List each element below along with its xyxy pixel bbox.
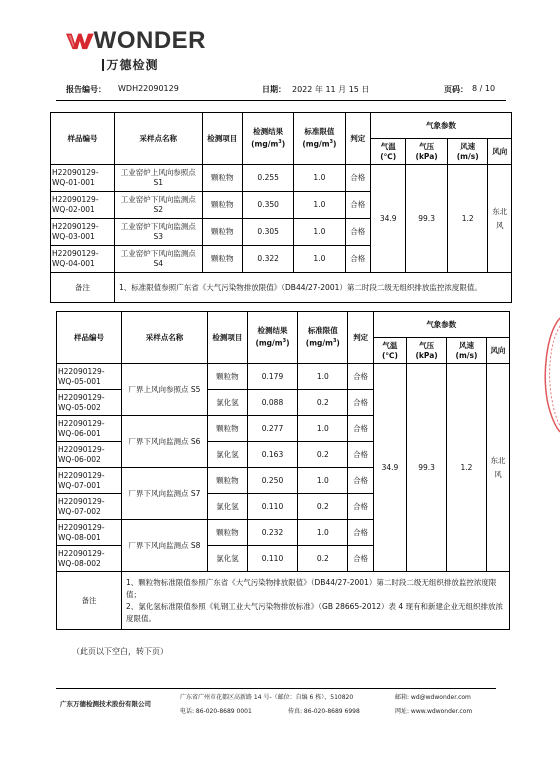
- point-name: 工业窑炉下风向监测点 S3: [115, 219, 203, 246]
- point-name: 厂界上风向参照点 S5: [122, 364, 208, 416]
- limit: 0.2: [298, 494, 348, 520]
- col-item: 检测项目: [207, 312, 247, 364]
- point-name: 工业窑炉下风向监测点 S2: [115, 192, 203, 219]
- col-point-name: 采样点名称: [115, 113, 203, 165]
- limit: 1.0: [298, 364, 348, 390]
- result: 0.350: [243, 192, 294, 219]
- note-label: 备注: [57, 572, 122, 630]
- col-sample-id: 样品编号: [51, 113, 115, 165]
- result: 0.232: [247, 520, 297, 546]
- col-limit: 标准限值 $(mg/m^3)$: [294, 113, 345, 165]
- footer-phone: 电话: 86-020-8689 0001: [180, 708, 252, 715]
- report-date-label: 日期：: [262, 85, 286, 94]
- col-winddir: 风向: [486, 338, 509, 364]
- item: 颗粒物: [207, 468, 247, 494]
- item: 颗粒物: [202, 246, 243, 273]
- footer-company: 广东万德检测技术股份有限公司: [60, 700, 151, 708]
- judge: 合格: [348, 390, 373, 416]
- col-winddir: 风向: [488, 139, 512, 165]
- item: 氯化氢: [207, 390, 247, 416]
- winddir-value: 东北风: [486, 364, 509, 572]
- col-sample-id: 样品编号: [57, 312, 122, 364]
- judge: 合格: [348, 520, 373, 546]
- judge: 合格: [348, 546, 373, 572]
- result: 0.255: [243, 165, 294, 192]
- logo-wordmark: WONDER: [93, 27, 206, 54]
- col-judge: 判定: [348, 312, 373, 364]
- sample-id: H22090129-WQ-08-002: [57, 546, 122, 572]
- footer-website: 网址: www.wdwonder.com: [395, 708, 473, 715]
- judge: 合格: [345, 192, 371, 219]
- judge: 合格: [348, 364, 373, 390]
- limit: 1.0: [298, 468, 348, 494]
- page-closing-note: （此页以下空白，转下页）: [72, 647, 168, 656]
- point-name: 厂界下风向监测点 S6: [122, 416, 208, 468]
- result: 0.277: [247, 416, 297, 442]
- item: 氯化氢: [207, 442, 247, 468]
- result: 0.305: [243, 219, 294, 246]
- judge: 合格: [345, 219, 371, 246]
- col-result: 检测结果 $(mg/m^3)$: [243, 113, 294, 165]
- judge: 合格: [348, 468, 373, 494]
- judge: 合格: [348, 416, 373, 442]
- footer-fax: 传真: 86-020-8689 6998: [288, 708, 360, 715]
- temp-value: 34.9: [373, 364, 407, 572]
- note-label: 备注: [51, 273, 115, 303]
- result: 0.322: [243, 246, 294, 273]
- logo-chinese-name: 万德检测: [102, 56, 206, 73]
- col-result: 检测结果 $(mg/m^3)$: [247, 312, 297, 364]
- note-line-2: 2、氯化氢标准限值参照《轧钢工业大气污染物排放标准》（GB 28665-2012）表 4 现有和新建企业无组织排放浓度限值。: [126, 601, 504, 623]
- result: 0.163: [247, 442, 297, 468]
- table-row: [51, 165, 512, 192]
- seal-stamp-icon: [544, 316, 560, 434]
- limit: 1.0: [294, 219, 345, 246]
- sample-id: H22090129-WQ-07-001: [57, 468, 122, 494]
- sample-id: H22090129-WQ-06-002: [57, 442, 122, 468]
- sample-id: H22090129-WQ-03-001: [51, 219, 115, 246]
- temp-value: 34.9: [371, 165, 406, 273]
- col-weather: 气象参数: [373, 312, 509, 338]
- report-date-value: 2022 年 11 月 15 日: [292, 85, 370, 94]
- judge: 合格: [348, 442, 373, 468]
- page-number-label: 页码：: [444, 85, 468, 94]
- col-pressure: 气压 (kPa): [406, 139, 448, 165]
- company-logo: [66, 28, 206, 73]
- sample-id: H22090129-WQ-01-001: [51, 165, 115, 192]
- result: 0.088: [247, 390, 297, 416]
- item: 颗粒物: [207, 364, 247, 390]
- footer-address: 广东省广州市花都区高新路 14 号-（邮位：自编 6 栋），510820: [180, 694, 354, 701]
- sample-id: H22090129-WQ-05-001: [57, 364, 122, 390]
- col-item: 检测项目: [202, 113, 243, 165]
- sample-id: H22090129-WQ-04-001: [51, 246, 115, 273]
- note-row: [57, 572, 510, 630]
- col-pressure: 气压 (kPa): [407, 338, 447, 364]
- item: 颗粒物: [202, 192, 243, 219]
- point-name: 工业窑炉下风向监测点 S4: [115, 246, 203, 273]
- note-row: [51, 273, 512, 303]
- report-number-label: 报告编号：: [66, 85, 106, 94]
- result: 0.110: [247, 546, 297, 572]
- result: 0.110: [247, 494, 297, 520]
- point-name: 厂界下风向监测点 S7: [122, 468, 208, 520]
- limit: 1.0: [294, 246, 345, 273]
- limit: 1.0: [294, 192, 345, 219]
- limit: 1.0: [294, 165, 345, 192]
- judge: 合格: [345, 246, 371, 273]
- results-table-1: [50, 112, 512, 303]
- limit: 1.0: [298, 416, 348, 442]
- pressure-value: 99.3: [406, 165, 448, 273]
- item: 氯化氢: [207, 546, 247, 572]
- judge: 合格: [348, 494, 373, 520]
- col-temp: 气温 (℃): [371, 139, 406, 165]
- result: 0.179: [247, 364, 297, 390]
- sample-id: H22090129-WQ-05-002: [57, 390, 122, 416]
- wonder-w-mark-icon: [66, 30, 94, 52]
- sample-id: H22090129-WQ-02-001: [51, 192, 115, 219]
- result: 0.250: [247, 468, 297, 494]
- table-row: [57, 364, 510, 390]
- windspeed-value: 1.2: [447, 165, 488, 273]
- note-text: [122, 572, 510, 630]
- windspeed-value: 1.2: [447, 364, 487, 572]
- point-name: 工业窑炉上风向参照点 S1: [115, 165, 203, 192]
- col-windspeed: 风速 (m/s): [447, 139, 488, 165]
- page-number-value: 8 / 10: [472, 84, 496, 93]
- item: 颗粒物: [207, 520, 247, 546]
- sample-id: H22090129-WQ-06-001: [57, 416, 122, 442]
- col-windspeed: 风速 (m/s): [447, 338, 487, 364]
- header-divider: [56, 100, 506, 101]
- report-number-value: WDH22090129: [118, 84, 179, 93]
- note-text: 1、标准限值参照广东省《大气污染物排放限值》（DB44/27-2001）第二时段二级无组织排放监控浓度限值。: [115, 273, 512, 303]
- col-judge: 判定: [345, 113, 371, 165]
- col-temp: 气温 (℃): [373, 338, 407, 364]
- limit: 0.2: [298, 390, 348, 416]
- point-name: 厂界下风向监测点 S8: [122, 520, 208, 572]
- judge: 合格: [345, 165, 371, 192]
- col-weather: 气象参数: [371, 113, 512, 139]
- note-line-1: 1、颗粒物标准限值参照广东省《大气污染物排放限值》（DB44/27-2001）第二时段二级无组织排放监控浓度限值；: [126, 577, 497, 599]
- sample-id: H22090129-WQ-08-001: [57, 520, 122, 546]
- col-point-name: 采样点名称: [122, 312, 208, 364]
- item: 颗粒物: [202, 219, 243, 246]
- results-table-2: [56, 311, 510, 630]
- limit: 0.2: [298, 442, 348, 468]
- pressure-value: 99.3: [407, 364, 447, 572]
- limit: 0.2: [298, 546, 348, 572]
- winddir-value: 东北风: [488, 165, 512, 273]
- item: 颗粒物: [207, 416, 247, 442]
- sample-id: H22090129-WQ-07-002: [57, 494, 122, 520]
- col-limit: 标准限值 $(mg/m^3)$: [298, 312, 348, 364]
- footer-divider: [56, 688, 496, 689]
- footer-email: 邮箱: wd@wdwonder.com: [395, 694, 471, 701]
- limit: 1.0: [298, 520, 348, 546]
- item: 氯化氢: [207, 494, 247, 520]
- item: 颗粒物: [202, 165, 243, 192]
